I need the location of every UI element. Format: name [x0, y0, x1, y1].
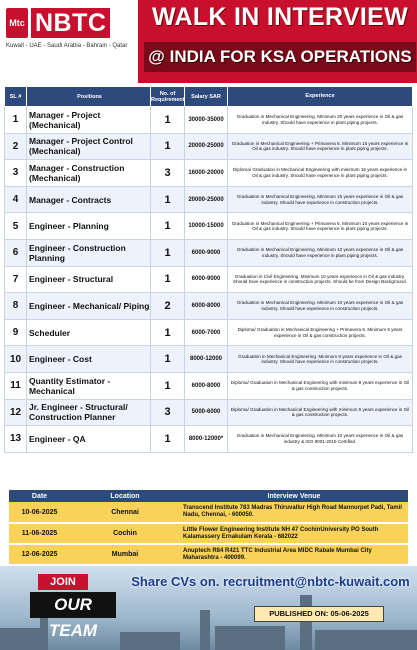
cell-experience: Graduation in Mechanical Engineering. Minimum 8 years experience in Oil & gas industry. Should have experience in construction projects. [228, 346, 413, 373]
published-date-badge: PUBLISHED ON: 05-06-2025 [254, 606, 384, 622]
venue-location: Cochin [70, 523, 180, 544]
positions-table-header [5, 87, 413, 107]
table-row [5, 426, 413, 453]
cell-requirement: 2 [151, 293, 185, 320]
cell-salary: 6000-8000 [185, 372, 228, 399]
venue-table-header [9, 490, 408, 502]
cell-position: Manager - Project (Mechanical) [27, 107, 151, 134]
cell-sl: 9 [5, 319, 27, 346]
venue-date: 10-06-2025 [9, 502, 70, 523]
table-row [5, 160, 413, 187]
cell-salary: 6000-9000 [185, 239, 228, 266]
logo-text: NBTC [31, 8, 110, 38]
plant-silhouette [300, 595, 312, 650]
venue-address: Anuptech R84 R421 TTC Industrial Area MIDC Rabale Mumbai City Maharashtra - 400099. [180, 544, 408, 565]
table-row [5, 399, 413, 426]
col-header-experience: Experience [228, 87, 413, 107]
cell-sl: 4 [5, 186, 27, 213]
cell-salary: 30000-35000 [185, 107, 228, 134]
title-banner [138, 0, 417, 83]
venue-address: Little Flower Engineering Institute NH 47 CochinUniversity PO South Kalamassery Ernakulam Kerala - 682022 [180, 523, 408, 544]
cell-salary: 16000-20000 [185, 160, 228, 187]
cell-sl: 3 [5, 160, 27, 187]
cell-requirement: 1 [151, 426, 185, 453]
cell-requirement: 1 [151, 372, 185, 399]
cell-requirement: 3 [151, 160, 185, 187]
logo-countries: Kuwait - UAE - Saudi Arabia - Bahrain - Qatar [6, 43, 128, 49]
table-row [5, 319, 413, 346]
cell-experience: Graduation in Mechanical Engineering + Primavera 6. Minimum 15 years experience in Oil & gas industry. Should have experience in plant piping projects. [228, 133, 413, 160]
venue-address: Transcend Institute 783 Madras Thiruvallur High Road Mannurpet Padi, Tamil Nadu, Chennai, - 600050. [180, 502, 408, 523]
table-row [5, 213, 413, 240]
cell-requirement: 1 [151, 107, 185, 134]
cell-position: Manager - Contracts [27, 186, 151, 213]
cell-experience: Diploma/ Graduation in Mechanical Engineering with minimum 5 years experience in Oil & gas construction projects. [228, 399, 413, 426]
cell-position: Jr. Engineer - Structural/ Construction Planner [27, 399, 151, 426]
footer-banner [0, 566, 417, 650]
cell-position: Engineer - Structural [27, 266, 151, 293]
cell-position: Manager - Project Control (Mechanical) [27, 133, 151, 160]
table-row [5, 346, 413, 373]
page-header [0, 0, 417, 83]
venue-row [9, 544, 408, 565]
table-row [5, 293, 413, 320]
venue-location: Mumbai [70, 544, 180, 565]
cell-salary: 20000-25000 [185, 133, 228, 160]
join-label: JOIN [38, 574, 88, 590]
cell-salary: 20000-25000 [185, 186, 228, 213]
venue-col-location: Location [70, 490, 180, 502]
cell-sl: 6 [5, 239, 27, 266]
cell-sl: 5 [5, 213, 27, 240]
cell-sl: 11 [5, 372, 27, 399]
venue-date: 11-06-2025 [9, 523, 70, 544]
col-header-positions: Positions [27, 87, 151, 107]
cell-position: Engineer - Cost [27, 346, 151, 373]
page-subtitle: @ INDIA FOR KSA OPERATIONS [144, 42, 416, 72]
cell-experience: Graduation in Mechanical Engineering. Minimum 20 years experience in Oil & gas industry. Should have experience in plant piping projects. [228, 107, 413, 134]
cell-experience: Diploma/ Graduation in Mechanical Engineering with minimum 15 years experience in Oil & gas industry. Should have experience in plant piping projects. [228, 160, 413, 187]
cell-sl: 12 [5, 399, 27, 426]
table-row [5, 266, 413, 293]
cell-salary: 8000-12000 [185, 346, 228, 373]
logo-mark: Mtc [6, 8, 28, 38]
share-cv-email[interactable]: Share CVs on. recruitment@nbtc-kuwait.com [131, 574, 410, 589]
join-our-team-badge [30, 574, 116, 640]
cell-position: Scheduler [27, 319, 151, 346]
col-header-sl: SL # [5, 87, 27, 107]
table-row [5, 133, 413, 160]
venue-location: Chennai [70, 502, 180, 523]
cell-experience: Graduation in Mechanical Engineering. Minimum 10 years experience in Oil & gas industry. Should have experience in construction projects. [228, 293, 413, 320]
venue-date: 12-06-2025 [9, 544, 70, 565]
company-logo [6, 6, 138, 64]
cell-experience: Diploma/ Graduation in Mechanical Engineering + Primavera 6. Minimum 5 years experience in Oil & gas construction projects. [228, 319, 413, 346]
cell-experience: Graduation in Mechanical Engineering + Primavera 6. Minimum 10 years experience in Oil & gas industry. Should have experience in plant piping projects. [228, 213, 413, 240]
positions-table [4, 86, 413, 453]
table-row [5, 107, 413, 134]
venue-row [9, 523, 408, 544]
cell-requirement: 1 [151, 133, 185, 160]
cell-sl: 8 [5, 293, 27, 320]
venue-row [9, 502, 408, 523]
cell-experience: Graduation in Mechanical Engineering. Minimum 10 years experience in Oil & gas industry. Should have experience in plant piping projects. [228, 239, 413, 266]
cell-salary: 5000-6000 [185, 399, 228, 426]
cell-requirement: 1 [151, 239, 185, 266]
cell-sl: 1 [5, 107, 27, 134]
cell-requirement: 3 [151, 399, 185, 426]
cell-position: Engineer - Mechanical/ Piping [27, 293, 151, 320]
positions-table-body [5, 107, 413, 453]
our-team-label: OUR TEAM [30, 592, 116, 618]
cell-requirement: 1 [151, 213, 185, 240]
cell-experience: Graduation in Mechanical Engineering. Minimum 10 years experience in Oil & gas industry & ISO 9001-2015 Certified. [228, 426, 413, 453]
col-header-requirement: No. of Requirement [151, 87, 185, 107]
cell-salary: 10000-15000 [185, 213, 228, 240]
cell-position: Engineer - Construction Planning [27, 239, 151, 266]
venue-table-body [9, 502, 408, 565]
plant-silhouette [120, 632, 180, 650]
plant-silhouette [200, 610, 210, 650]
cell-experience: Diploma/ Graduation in Mechanical Engineering with minimum 8 years experience in Oil & gas construction projects. [228, 372, 413, 399]
cell-position: Quantity Estimator - Mechanical [27, 372, 151, 399]
cell-sl: 7 [5, 266, 27, 293]
page-title: WALK IN INTERVIEW [151, 3, 409, 31]
cell-experience: Graduation in Mechanical Engineering. Minimum 15 years experience in Oil & gas industry. Should have experience in construction projects. [228, 186, 413, 213]
cell-sl: 13 [5, 426, 27, 453]
cell-requirement: 1 [151, 266, 185, 293]
col-header-salary: Salary SAR [185, 87, 228, 107]
cell-requirement: 1 [151, 186, 185, 213]
cell-requirement: 1 [151, 319, 185, 346]
cell-sl: 10 [5, 346, 27, 373]
cell-requirement: 1 [151, 346, 185, 373]
cell-salary: 6000-9000 [185, 266, 228, 293]
cell-position: Manager - Construction (Mechanical) [27, 160, 151, 187]
cell-experience: Graduation in Civil Engineering. Minimum 10 years experience in Oil & gas industry. Should have experience in construction projects. Should be from Design Background. [228, 266, 413, 293]
plant-silhouette [0, 628, 40, 650]
cell-salary: 6000-8000 [185, 293, 228, 320]
venue-table [9, 490, 408, 566]
cell-salary: 8000-12000* [185, 426, 228, 453]
table-row [5, 186, 413, 213]
cell-position: Engineer - QA [27, 426, 151, 453]
table-row [5, 239, 413, 266]
venue-col-date: Date [9, 490, 70, 502]
venue-col-venue: Interview Venue [180, 490, 408, 502]
plant-silhouette [315, 630, 417, 650]
cell-sl: 2 [5, 133, 27, 160]
plant-silhouette [215, 626, 285, 650]
cell-position: Engineer - Planning [27, 213, 151, 240]
cell-salary: 6000-7000 [185, 319, 228, 346]
table-row [5, 372, 413, 399]
